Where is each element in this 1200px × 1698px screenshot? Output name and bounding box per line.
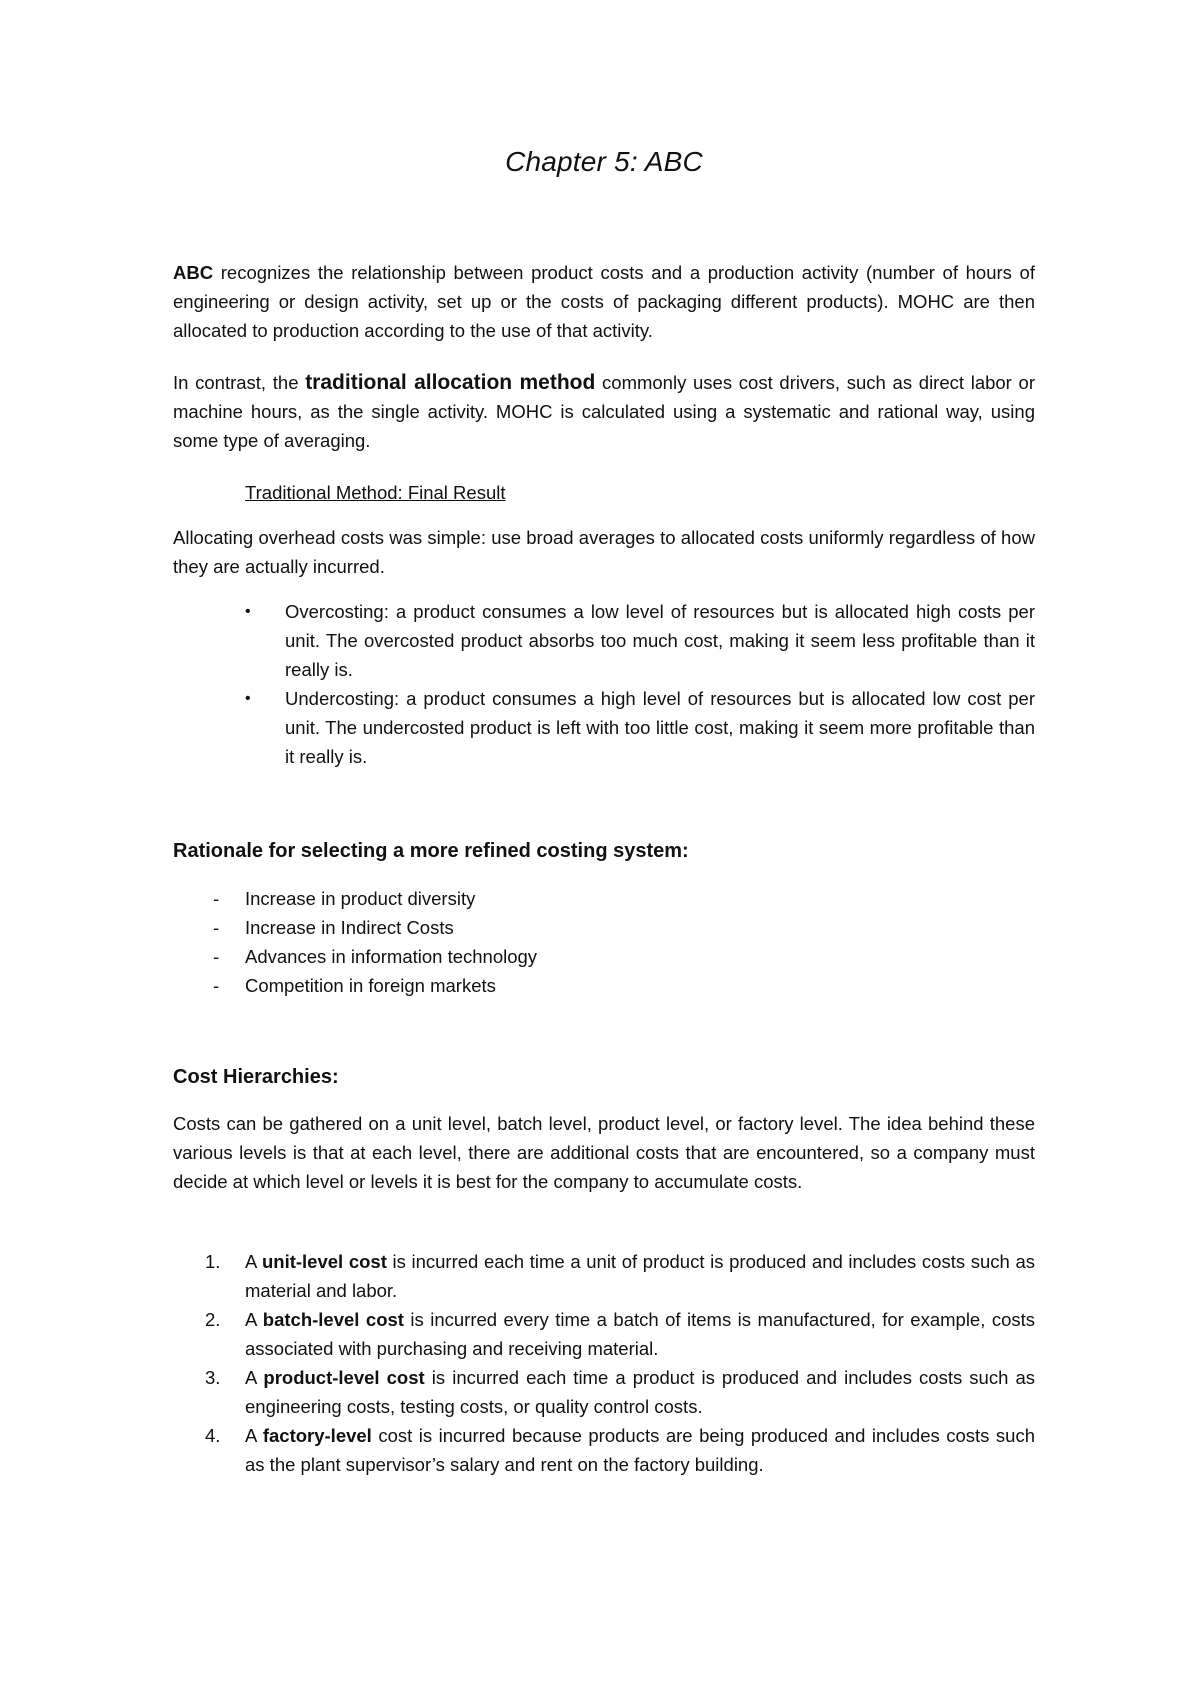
list-item-batch-level <box>205 1305 1035 1363</box>
bullet-text: Overcosting: a product consumes a low level of resources but is allocated high costs per unit. The overcosted product absorbs too much cost, making it seem less profitable than it really is. <box>285 601 1035 680</box>
list-item-text: Increase in Indirect Costs <box>245 917 454 938</box>
item-post-text: is incurred every time a batch of items is manufactured, for example, costs associated with purchasing and receiving material. <box>245 1309 1035 1359</box>
bullet-marker: • <box>245 603 251 620</box>
bullet-text: Undercosting: a product consumes a high level of resources but is allocated low cost per unit. The undercosted product is left with too little cost, making it seem more profitable than it really is. <box>285 688 1035 767</box>
number-marker: 1. <box>205 1251 221 1272</box>
list-item-undercosting <box>245 684 1035 771</box>
item-term: product-level cost <box>263 1367 425 1388</box>
list-item-overcosting <box>245 597 1035 684</box>
abc-term: ABC <box>173 262 214 283</box>
item-term: unit-level cost <box>261 1251 387 1272</box>
item-term: factory-level <box>262 1425 372 1446</box>
traditional-contrast-paragraph <box>173 368 1035 455</box>
item-post-text: cost is incurred because products are being produced and includes costs such as the plant supervisor’s salary and rent on the factory building. <box>245 1425 1035 1475</box>
dash-marker: - <box>213 946 220 967</box>
item-pre-text: A <box>245 1425 263 1446</box>
rationale-list <box>213 884 1013 1000</box>
item-pre-text: A <box>245 1251 262 1272</box>
item-pre-text: A <box>245 1309 263 1330</box>
dash-marker: - <box>213 917 220 938</box>
list-item-text: Advances in information technology <box>245 946 538 967</box>
list-item <box>213 942 1013 971</box>
list-item-text: Increase in product diversity <box>245 888 476 909</box>
page-title: Chapter 5: ABC <box>505 146 703 177</box>
item-post-text: is incurred each time a product is produced and includes costs such as engineering costs, testing costs, or quality control costs. <box>245 1367 1035 1417</box>
abc-intro-text: recognizes the relationship between product costs and a production activity (number of hours of engineering or design activity, set up or the costs of packaging different products). MOHC are then allocated to production according to the use of that activity. <box>173 262 1035 341</box>
traditional-allocation-term: traditional allocation method <box>305 371 596 394</box>
number-marker: 2. <box>205 1309 221 1330</box>
cost-hierarchies-heading: Cost Hierarchies: <box>173 1066 339 1088</box>
list-item-unit-level <box>205 1247 1035 1305</box>
list-item <box>213 971 1013 1000</box>
list-item <box>213 884 1013 913</box>
dash-marker: - <box>213 975 220 996</box>
list-item-text: Competition in foreign markets <box>245 975 496 996</box>
rationale-heading: Rationale for selecting a more refined costing system: <box>173 840 689 862</box>
number-marker: 4. <box>205 1425 221 1446</box>
list-item-product-level <box>205 1363 1035 1421</box>
list-item-factory-level <box>205 1421 1035 1479</box>
contrast-pre-text: In contrast, the <box>173 372 306 393</box>
traditional-method-heading: Traditional Method: Final Result <box>245 482 506 503</box>
allocating-paragraph: Allocating overhead costs was simple: use broad averages to allocated costs uniformly regardless of how they are actually incurred. <box>173 527 1035 577</box>
item-post-text: is incurred each time a unit of product is produced and includes costs such as material and labor. <box>245 1251 1035 1301</box>
item-pre-text: A <box>245 1367 264 1388</box>
bullet-marker: • <box>245 690 251 707</box>
dash-marker: - <box>213 888 220 909</box>
list-item <box>213 913 1013 942</box>
abc-intro-paragraph <box>173 258 1035 345</box>
cost-hierarchies-paragraph: Costs can be gathered on a unit level, batch level, product level, or factory level. The idea behind these various levels is that at each level, there are additional costs that are encountered, so a company must decide at which level or levels it is best for the company to accumulate costs. <box>173 1113 1035 1192</box>
item-term: batch-level cost <box>262 1309 404 1330</box>
costing-bullet-list <box>245 597 1035 771</box>
number-marker: 3. <box>205 1367 221 1388</box>
cost-hierarchy-list <box>205 1247 1035 1479</box>
contrast-post-text: commonly uses cost drivers, such as direct labor or machine hours, as the single activity. MOHC is calculated using a systematic and rational way, using some type of averaging. <box>173 372 1035 451</box>
